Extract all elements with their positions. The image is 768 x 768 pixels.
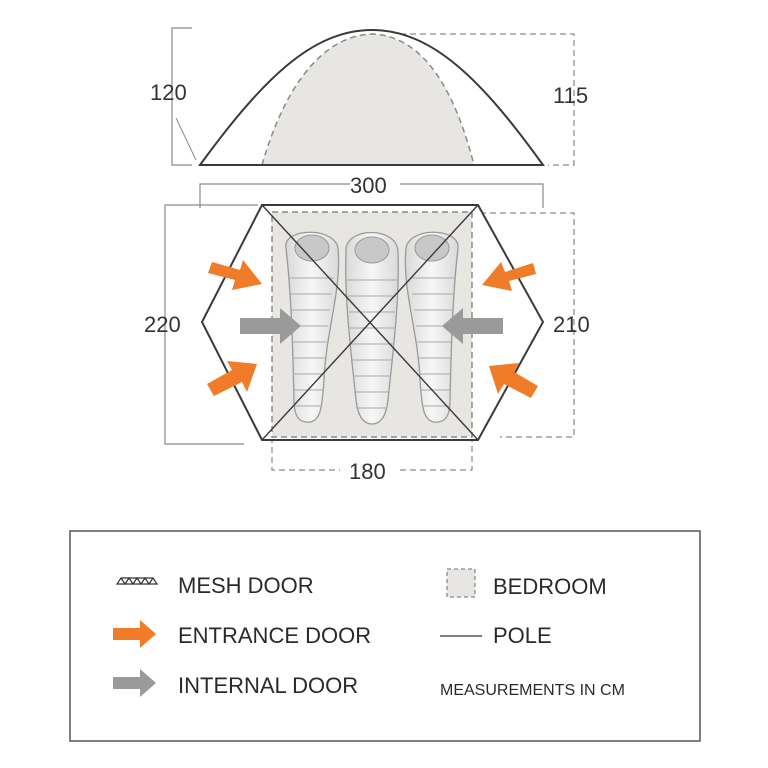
legend-bedroom-label: BEDROOM <box>493 574 607 599</box>
bedroom-legend-icon <box>447 569 475 597</box>
leader-line <box>176 118 196 160</box>
legend-box <box>70 531 700 741</box>
width-label: 300 <box>350 173 387 198</box>
left-height-label: 120 <box>150 80 187 105</box>
legend-internal-door-label: INTERNAL DOOR <box>178 673 359 698</box>
left-depth-label: 220 <box>144 312 181 337</box>
right-height-label: 115 <box>553 83 589 108</box>
plan-view <box>144 205 590 484</box>
legend-mesh-door-label: MESH DOOR <box>178 573 314 598</box>
inner-width-label: 180 <box>349 459 386 484</box>
legend-pole-label: POLE <box>493 623 552 648</box>
legend-measurements-note: MEASUREMENTS IN CM <box>440 682 625 699</box>
right-depth-label: 210 <box>553 312 590 337</box>
legend <box>70 531 700 741</box>
sleeping-bags <box>286 232 458 424</box>
elevation-view <box>150 28 588 208</box>
legend-entrance-door-label: ENTRANCE DOOR <box>178 623 372 648</box>
